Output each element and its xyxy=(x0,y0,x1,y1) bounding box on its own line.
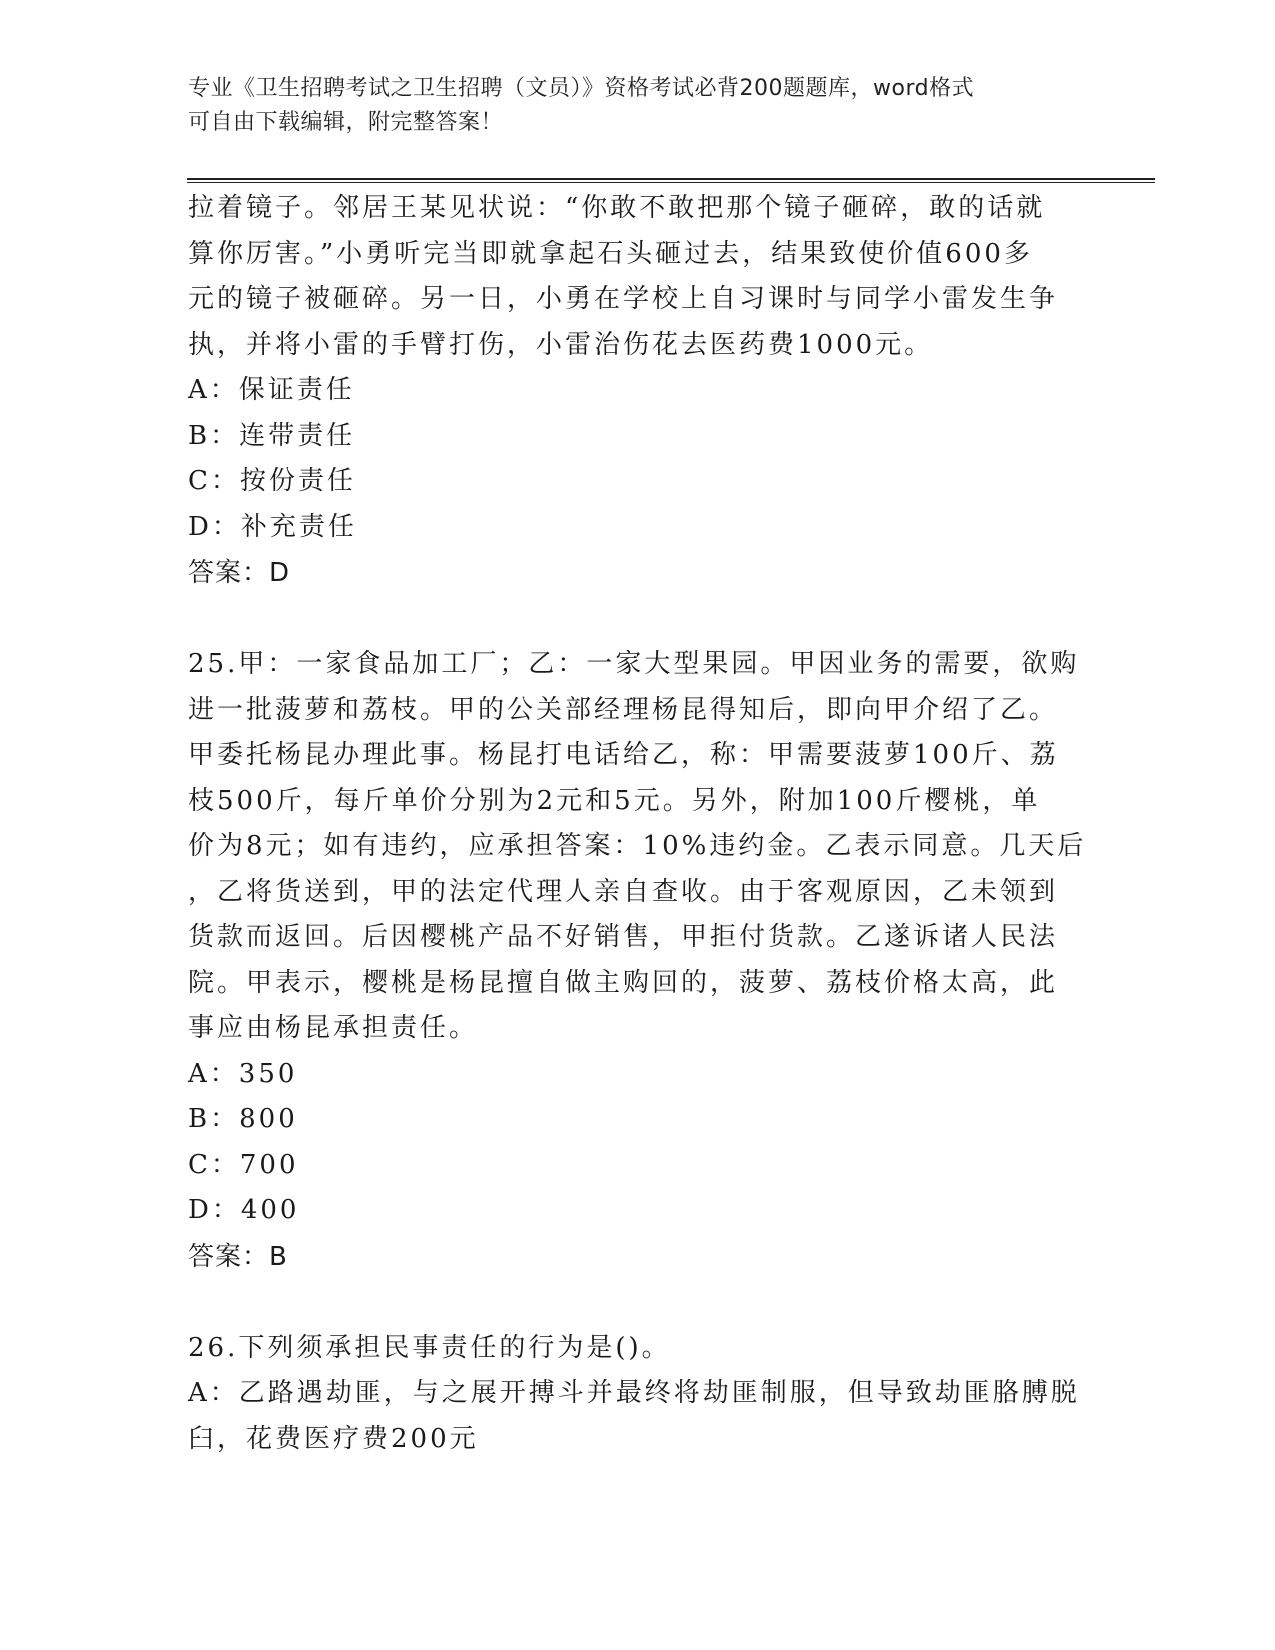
option-c: C：按份责任 xyxy=(188,466,356,496)
header-line-1: 专业《卫生招聘考试之卫生招聘（文员）》资格考试必背200题题库，word格式 xyxy=(188,76,975,101)
question-text-line: 执，并将小雷的手臂打伤，小雷治伤花去医药费1000元。 xyxy=(188,329,934,360)
answer-line: 答案：D xyxy=(188,558,291,588)
answer-line: 答案：B xyxy=(188,1241,288,1272)
section-gap xyxy=(188,596,1088,642)
option-b: B：连带责任 xyxy=(188,420,356,451)
question-text-line: 元的镜子被砸碎。另一日，小勇在学校上自习课时与同学小雷发生争 xyxy=(188,284,1059,314)
question-text-line: 算你厉害。”小勇听完当即就拿起石头砸过去，结果致使价值600多 xyxy=(188,238,1033,269)
option-a: A：保证责任 xyxy=(188,375,355,405)
question-24 xyxy=(188,186,1088,596)
question-text-line: 26.下列须承担民事责任的行为是()。 xyxy=(188,1332,671,1363)
question-text-line: 甲委托杨昆办理此事。杨昆打电话给乙，称：甲需要菠萝100斤、荔 xyxy=(188,740,1059,770)
question-26 xyxy=(188,1326,1088,1463)
option-b: B：800 xyxy=(188,1104,298,1134)
question-text-line: 进一批菠萝和荔枝。甲的公关部经理杨昆得知后，即向甲介绍了乙。 xyxy=(188,694,1059,725)
question-25 xyxy=(188,642,1088,1280)
option-c: C：700 xyxy=(188,1149,299,1180)
question-text-line: 院。甲表示，樱桃是杨昆擅自做主购回的，菠萝、荔枝价格太高，此 xyxy=(188,967,1059,998)
question-text-line: 事应由杨昆承担责任。 xyxy=(188,1013,479,1043)
question-text-line: 价为8元；如有违约，应承担答案：10%违约金。乙表示同意。几天后 xyxy=(188,831,1087,861)
question-text-line: 拉着镜子。邻居王某见状说：“你敢不敢把那个镜子砸碎，敢的话就 xyxy=(188,193,1046,223)
question-text-line: 25.甲：一家食品加工厂；乙：一家大型果园。甲因业务的需要，欲购 xyxy=(188,649,1080,679)
header-divider xyxy=(187,178,1155,183)
option-d: D：400 xyxy=(188,1195,300,1225)
question-text-line: 枝500斤，每斤单价分别为2元和5元。另外，附加100斤樱桃，单 xyxy=(188,785,1041,816)
header-line-2: 可自由下载编辑，附完整答案！ xyxy=(188,110,504,135)
question-text-line: 货款而返回。后因樱桃产品不好销售，甲拒付货款。乙遂诉诸人民法 xyxy=(188,922,1059,952)
option-a: A：乙路遇劫匪，与之展开搏斗并最终将劫匪制服，但导致劫匪胳膊脱 xyxy=(188,1378,1080,1408)
document-body xyxy=(188,186,1088,1462)
option-d: D：补充责任 xyxy=(188,511,357,542)
section-gap xyxy=(188,1280,1088,1326)
question-text-line: ，乙将货送到，甲的法定代理人亲自查收。由于客观原因，乙未领到 xyxy=(188,876,1059,907)
option-a: A：350 xyxy=(188,1058,298,1089)
document-header xyxy=(188,72,1068,140)
option-a-continued: 臼，花费医疗费200元 xyxy=(188,1423,479,1454)
